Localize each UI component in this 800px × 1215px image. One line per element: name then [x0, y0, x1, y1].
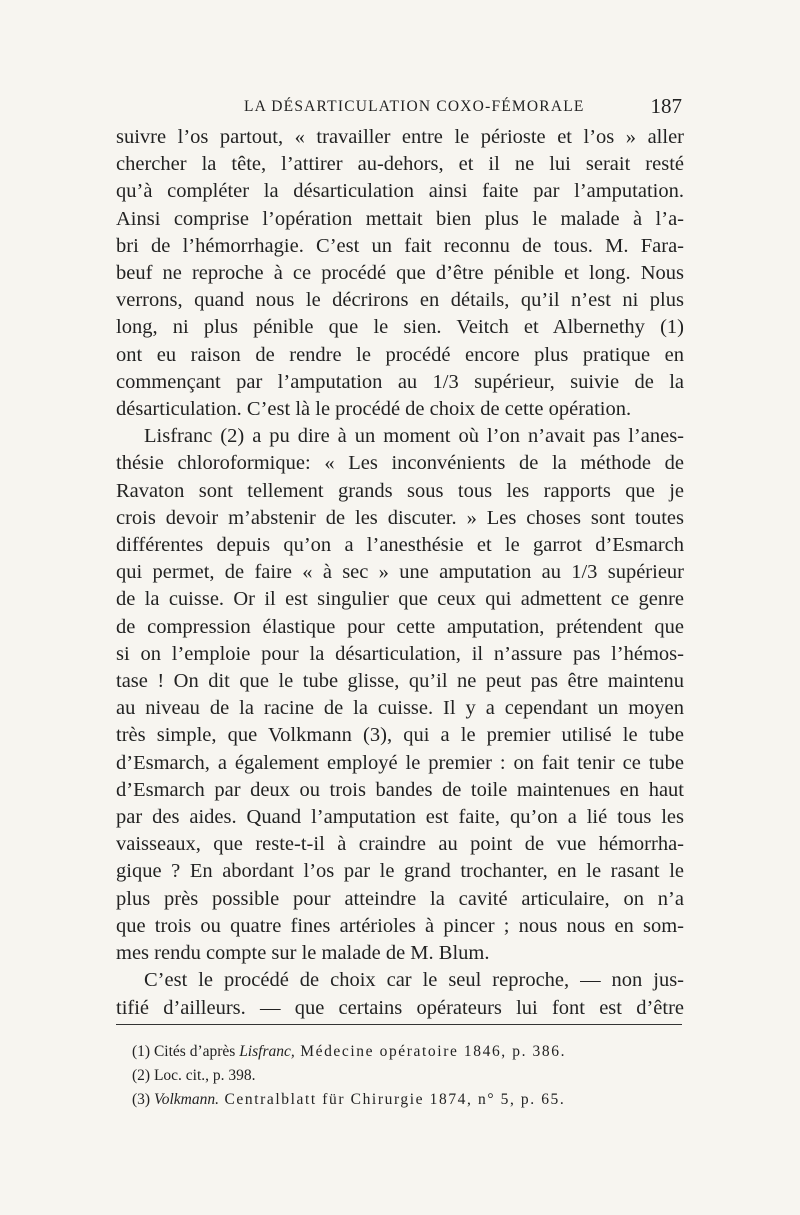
text-line: très simple, que Volkmann (3), qui a le premier utilisé le tube [116, 724, 684, 747]
text-line: de compression élastique pour cette amputation, prétendent que [116, 615, 684, 638]
footnote-mark: (2) [132, 1067, 151, 1084]
text-line: de la cuisse. Or il est singulier que ceux qui admettent ce genre [116, 588, 684, 611]
text-line: verrons, quand nous le décrirons en détails, qu’il n’est ni plus [116, 289, 684, 312]
footnote [132, 1064, 692, 1088]
text-line: C’est le procédé de choix car le seul reproche, — non jus- [144, 969, 684, 992]
text-line: gique ? En abordant l’os par le grand trochanter, en le rasant le [116, 860, 684, 883]
footnote-text: Loc. cit., p. 398. [153, 1067, 256, 1084]
text-line: crois devoir m’abstenir de les discuter. » Les choses sont toutes [116, 506, 684, 529]
text-line: ont eu raison de rendre le procédé encore plus pratique en [116, 343, 684, 366]
footnotes [132, 1040, 692, 1112]
text-line: bri de l’hémorrhagie. C’est un fait reconnu de tous. M. Fara- [116, 234, 684, 257]
text-line: beuf ne reproche à ce procédé que d’être pénible et long. Nous [116, 262, 684, 285]
body-text [116, 124, 684, 1022]
running-head: LA DÉSARTICULATION COXO-FÉMORALE [244, 98, 585, 115]
footnote-mark: (1) [132, 1043, 151, 1060]
text-line: qui permet, de faire « à sec » une amputation au 1/3 supérieur [116, 561, 684, 584]
text-line: que trois ou quatre fines artérioles à pincer ; nous nous en som- [116, 914, 684, 937]
text-line: vaisseaux, que reste-t-il à craindre au point de vue hémorrha- [116, 833, 684, 856]
text-line: qu’à compléter la désarticulation ainsi faite par l’amputation. [116, 180, 684, 203]
text-line: d’Esmarch, a également employé le premier : on fait tenir ce tube [116, 751, 684, 774]
page-number: 187 [650, 94, 682, 118]
text-line: commençant par l’amputation au 1/3 supérieur, suivie de la [116, 370, 684, 393]
text-line: Ravaton sont tellement grands sous tous les rapports que je [116, 479, 684, 502]
text-line: suivre l’os partout, « travailler entre le périoste et l’os » aller [116, 126, 684, 148]
text-line: chercher la tête, l’attirer au-dehors, et il ne lui serait resté [116, 153, 684, 176]
text-line: mes rendu compte sur le malade de M. Blum. [116, 942, 490, 965]
footnote [132, 1088, 692, 1112]
text-line: d’Esmarch par deux ou trois bandes de toile maintenues en haut [116, 778, 684, 801]
text-line: désarticulation. C’est là le procédé de choix de cette opération. [116, 398, 632, 421]
footnote [132, 1040, 692, 1064]
text-line: différentes depuis qu’on a l’anesthésie et le garrot d’Esmarch [116, 534, 684, 557]
text-line: au niveau de la racine de la cuisse. Il y a cependant un moyen [116, 697, 684, 720]
footnote-text: Cités d’après [153, 1043, 240, 1060]
footnote-author: Volkmann. [153, 1091, 219, 1108]
footnote-author: Lisfranc, [239, 1043, 295, 1060]
text-line: tifié d’ailleurs. — que certains opérateurs lui font est d’être [116, 996, 684, 1019]
footnote-mark: (3) [132, 1091, 151, 1108]
text-line: tase ! On dit que le tube glisse, qu’il ne peut pas être maintenu [116, 670, 684, 693]
page-header [116, 96, 682, 124]
text-line: Ainsi comprise l’opération mettait bien plus le malade à l’a- [116, 207, 684, 230]
text-line: si on l’emploie pour la désarticulation, il n’assure pas l’hémos- [116, 642, 684, 665]
text-line: par des aides. Quand l’amputation est faite, qu’on a lié tous les [116, 806, 684, 829]
text-line: plus près possible pour atteindre la cavité articulaire, on n’a [116, 887, 684, 910]
footnote-text: Centralblatt für Chirurgie 1874, n° 5, p. 65. [218, 1091, 566, 1108]
text-line: long, ni plus pénible que le sien. Veitch et Albernethy (1) [116, 316, 684, 339]
text-line: thésie chloroformique: « Les inconvénients de la méthode de [116, 452, 684, 475]
footnote-text: Médecine opératoire 1846, p. 386. [294, 1043, 567, 1060]
text-line: Lisfranc (2) a pu dire à un moment où l’on n’avait pas l’anes- [144, 425, 684, 448]
footnote-rule [116, 1024, 682, 1025]
